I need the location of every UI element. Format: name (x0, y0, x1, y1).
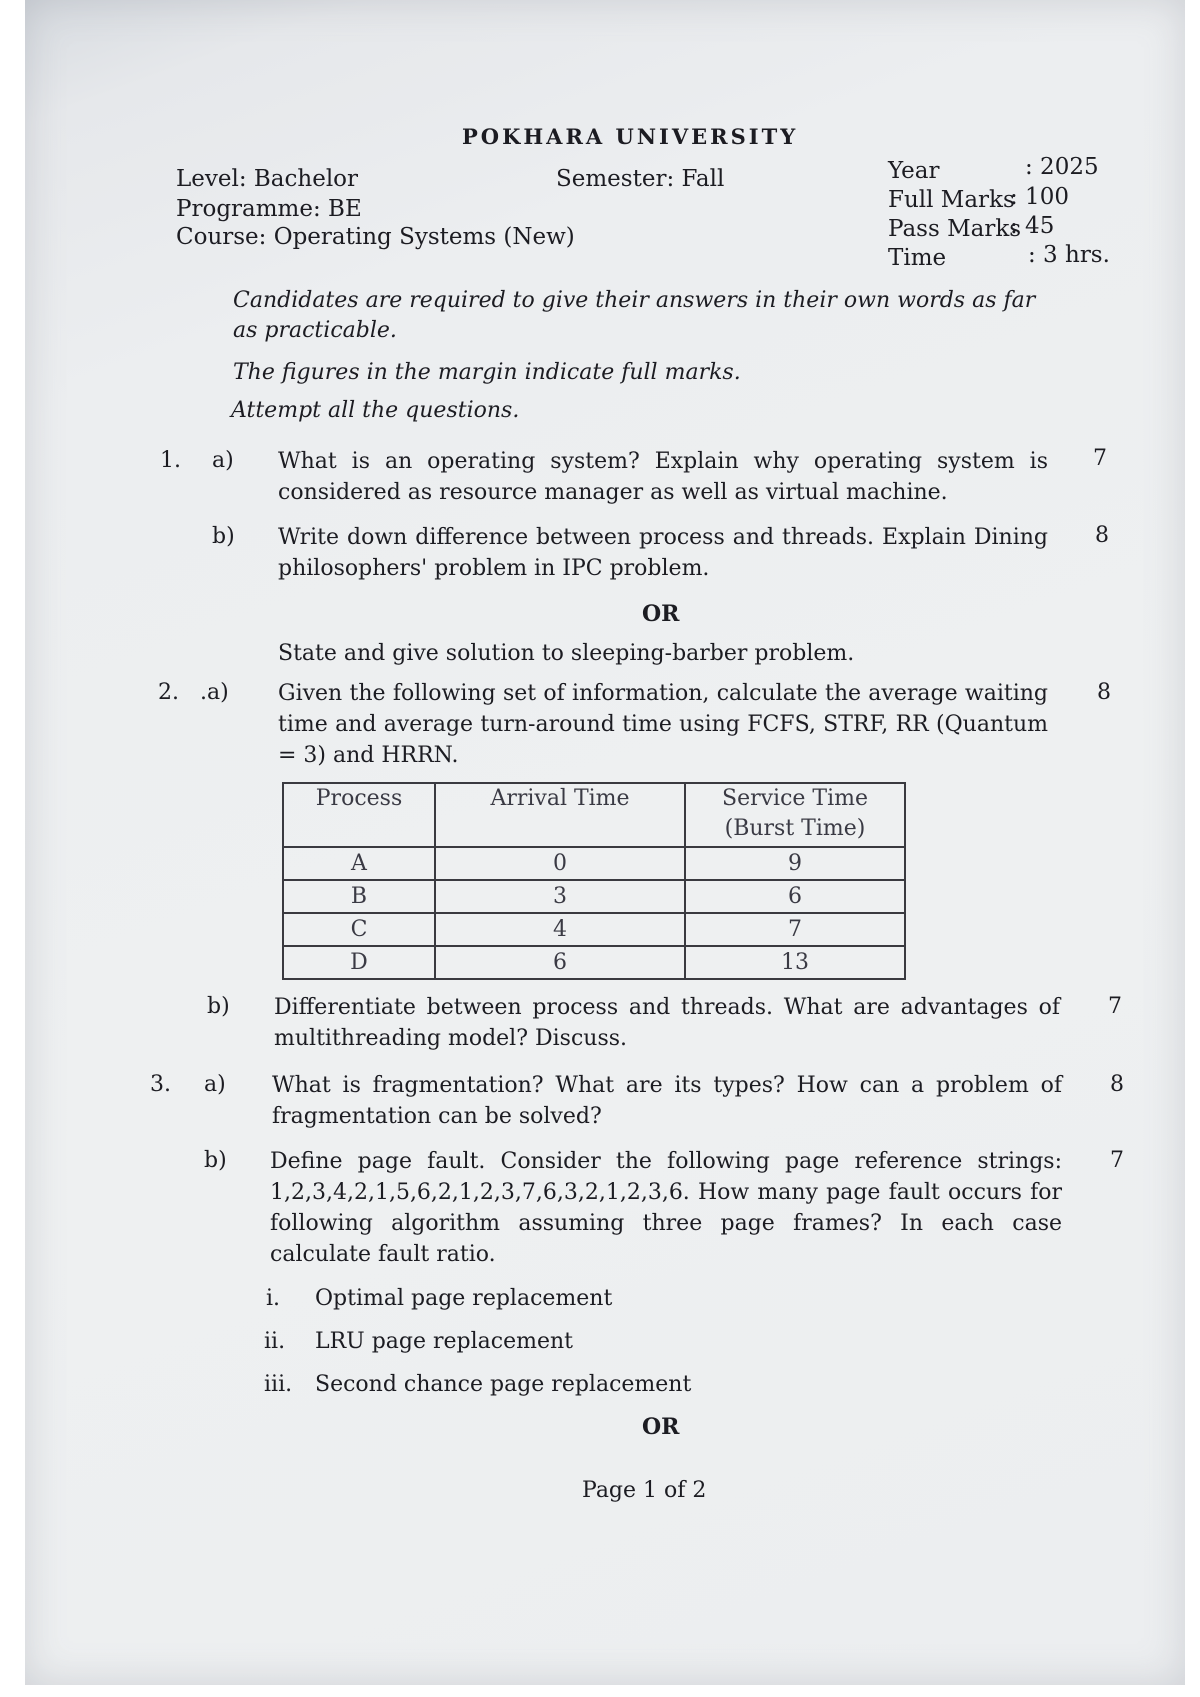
table-cell: D (283, 946, 435, 979)
table-cell: C (283, 913, 435, 946)
question-3a-label: a) (204, 1072, 226, 1097)
sub-item-text: LRU page replacement (315, 1329, 574, 1354)
question-3a-text: What is fragmentation? What are its types? How can a problem of fragmentation can be solved? (272, 1073, 1062, 1129)
table-header-cell: Process (283, 783, 435, 847)
question-2b-marks: 7 (1108, 994, 1122, 1019)
burst-time-table (282, 782, 906, 980)
table-row (283, 913, 905, 946)
table-row (283, 880, 905, 913)
level-text: Level: Bachelor (176, 166, 359, 192)
question-3-or: OR (642, 1414, 680, 1440)
instruction-line-2: as practicable. (233, 318, 397, 343)
full-marks-value: : 100 (1010, 184, 1069, 210)
table-cell: 4 (435, 913, 685, 946)
table-cell: B (283, 880, 435, 913)
instruction-line-1: Candidates are required to give their answers in their own words as far (233, 288, 1036, 313)
question-3b-marks: 7 (1110, 1148, 1124, 1173)
question-1-or-text: State and give solution to sleeping-barber problem. (278, 641, 855, 666)
question-3-number: 3. (150, 1072, 171, 1097)
table-cell: 13 (685, 946, 905, 979)
full-marks-label: Full Marks (888, 187, 1015, 213)
table-header-cell: Service Time (Burst Time) (685, 783, 905, 847)
question-1b-label: b) (212, 524, 235, 549)
sub-item-text: Second chance page replacement (315, 1372, 692, 1397)
table-cell: 6 (435, 946, 685, 979)
pass-marks-label: Pass Marks (888, 216, 1022, 242)
question-1-number: 1. (160, 448, 181, 473)
table-cell: 0 (435, 847, 685, 880)
question-1-or: OR (642, 601, 680, 627)
programme-text: Programme: BE (176, 196, 362, 222)
table-header-row (283, 783, 905, 847)
sub-item-number: iii. (264, 1372, 293, 1397)
question-2a-marks: 8 (1097, 680, 1111, 705)
semester-text: Semester: Fall (556, 166, 725, 192)
sub-item-text: Optimal page replacement (315, 1286, 613, 1311)
time-value: : 3 hrs. (1028, 242, 1110, 268)
question-1a-label: a) (212, 448, 234, 473)
question-2b-text: Differentiate between process and threads. What are advantages of multithreading model? Discuss. (274, 995, 1060, 1051)
question-2a-text: Given the following set of information, calculate the average waiting time and average turn-around time using FCFS, STRF, RR (Quantum = 3) and HRRN. (278, 681, 1048, 768)
year-value: : 2025 (1025, 154, 1099, 180)
question-3b-text: Define page fault. Consider the following page reference strings: 1,2,3,4,2,1,5,6,2,1,2,3,7,6,3,2,1,2,3,6. How many page fault occurs for following algorithm assuming three page frames? In each case calculate fault ratio. (270, 1149, 1062, 1267)
table-cell: 7 (685, 913, 905, 946)
question-3a-marks: 8 (1110, 1072, 1124, 1097)
instruction-line-4: Attempt all the questions. (231, 398, 520, 423)
instruction-line-3: The figures in the margin indicate full marks. (233, 360, 741, 385)
table-row (283, 847, 905, 880)
table-cell: 3 (435, 880, 685, 913)
course-text: Course: Operating Systems (New) (176, 224, 575, 250)
time-label: Time (888, 245, 947, 271)
table-cell: 6 (685, 880, 905, 913)
page-number: Page 1 of 2 (582, 1478, 707, 1503)
question-2b-label: b) (207, 994, 230, 1019)
university-title: POKHARA UNIVERSITY (462, 124, 799, 149)
table-cell: A (283, 847, 435, 880)
table-cell: 9 (685, 847, 905, 880)
year-label: Year (888, 158, 940, 184)
sub-item-number: i. (266, 1286, 281, 1311)
sub-item-number: ii. (264, 1329, 286, 1354)
question-1a-marks: 7 (1093, 446, 1107, 471)
table-row (283, 946, 905, 979)
question-1b-marks: 8 (1095, 523, 1109, 548)
question-1b-text: Write down difference between process and threads. Explain Dining philosophers' problem in IPC problem. (278, 525, 1048, 581)
question-1a-text: What is an operating system? Explain why operating system is considered as resource manager as well as virtual machine. (278, 449, 1048, 505)
table-header-cell: Arrival Time (435, 783, 685, 847)
question-2a-label: .a) (200, 680, 229, 705)
question-2-number: 2. (158, 680, 179, 705)
question-3b-label: b) (204, 1148, 227, 1173)
pass-marks-value: : 45 (1010, 213, 1055, 239)
